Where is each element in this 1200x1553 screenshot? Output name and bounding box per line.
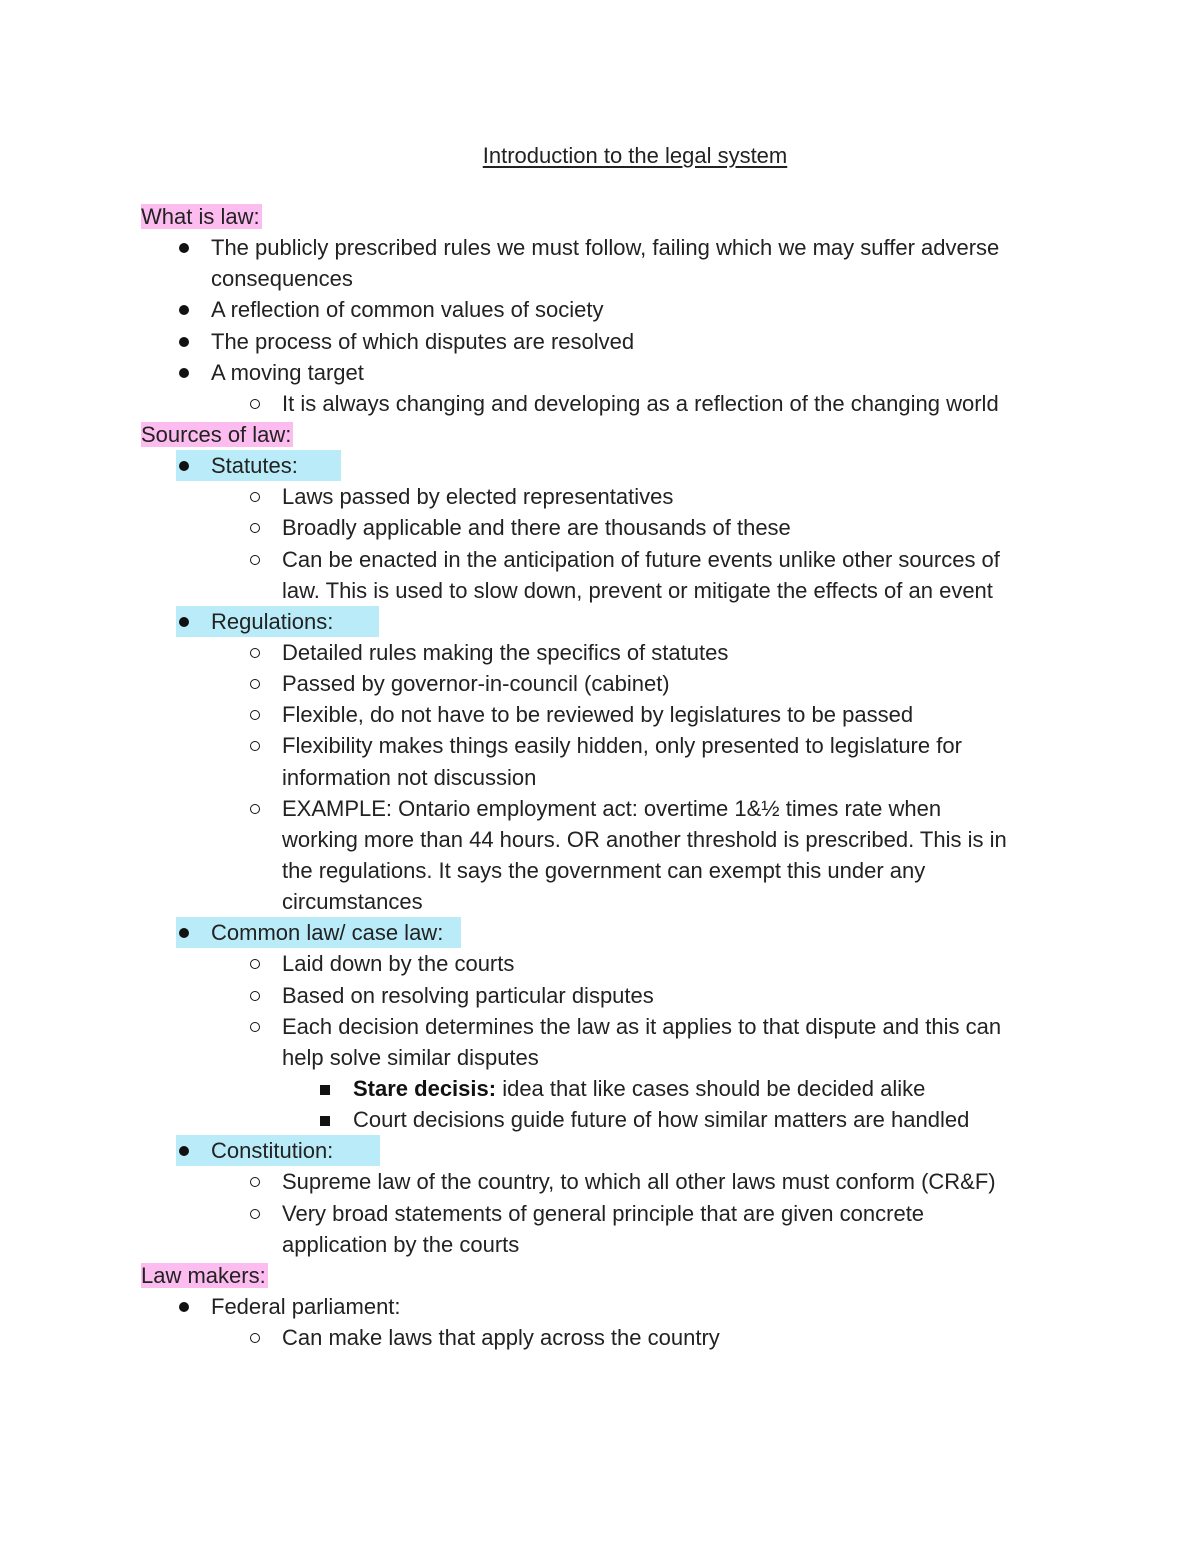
list-item-text: Court decisions guide future of how similar matters are handled — [353, 1107, 970, 1133]
sub-list-item — [141, 948, 1081, 979]
list-item-text: law. This is used to slow down, prevent or mitigate the effects of an event — [282, 577, 993, 603]
list-item — [141, 294, 1081, 325]
section-heading-sources-of-law — [141, 419, 1081, 450]
list-item-text: Broadly applicable and there are thousands of these — [282, 515, 791, 541]
subsection-heading-common-law — [141, 917, 1081, 948]
list-item-text: Laid down by the courts — [282, 951, 515, 977]
subsection-heading-regulations — [141, 606, 1081, 637]
section-heading-what-is-law — [141, 201, 1081, 232]
list-item-text: circumstances — [282, 889, 423, 915]
section-heading-law-makers — [141, 1260, 1081, 1291]
list-item-continuation — [141, 263, 1081, 294]
list-item-text: Can make laws that apply across the country — [282, 1325, 720, 1351]
subsection-heading-constitution — [141, 1135, 1081, 1166]
list-item-text: Each decision determines the law as it applies to that dispute and this can — [282, 1013, 1002, 1039]
sub-list-item — [141, 1166, 1081, 1197]
subsection-label: Regulations: — [211, 608, 334, 634]
list-item-text: It is always changing and developing as a reflection of the changing world — [282, 390, 999, 416]
list-item-text: help solve similar disputes — [282, 1044, 539, 1070]
list-item — [141, 326, 1081, 357]
list-item-text: idea that like cases should be decided alike — [496, 1075, 926, 1101]
sub-sub-list-item — [141, 1104, 1081, 1135]
list-item-text: Federal parliament: — [211, 1293, 401, 1319]
subsection-heading-statutes — [141, 450, 1081, 481]
sub-list-item — [141, 481, 1081, 512]
list-item-text: working more than 44 hours. OR another threshold is prescribed. This is in — [282, 826, 1007, 852]
list-item-text: Supreme law of the country, to which all other laws must conform (CR&F) — [282, 1169, 996, 1195]
sub-list-item — [141, 1198, 1081, 1229]
list-item-text: consequences — [211, 266, 353, 292]
subsection-label: Constitution: — [211, 1138, 334, 1164]
heading-text: Sources of law: — [141, 421, 292, 447]
list-item-text: the regulations. It says the government can exempt this under any — [282, 857, 926, 883]
sub-list-item — [141, 512, 1081, 543]
sub-list-item — [141, 793, 1081, 824]
sub-list-item-continuation — [141, 762, 1081, 793]
list-item — [141, 1291, 1081, 1322]
list-item-text: EXAMPLE: Ontario employment act: overtime 1&½ times rate when — [282, 795, 942, 821]
list-item-text: Flexible, do not have to be reviewed by legislatures to be passed — [282, 702, 914, 728]
sub-list-item-continuation — [141, 1042, 1081, 1073]
sub-list-item — [141, 980, 1081, 1011]
sub-list-item-continuation — [141, 575, 1081, 606]
subsection-label: Common law/ case law: — [211, 920, 444, 946]
list-item-text: Detailed rules making the specifics of statutes — [282, 639, 729, 665]
document-body — [141, 201, 1081, 1353]
sub-list-item — [141, 544, 1081, 575]
list-item-text: The process of which disputes are resolved — [211, 328, 635, 354]
list-item-text: Based on resolving particular disputes — [282, 982, 654, 1008]
document-title: Introduction to the legal system — [482, 143, 788, 168]
list-item-text: A moving target — [211, 359, 364, 385]
subsection-label: Statutes: — [211, 453, 298, 479]
list-item-text: Very broad statements of general principle that are given concrete — [282, 1200, 925, 1226]
list-item-text: A reflection of common values of society — [211, 297, 604, 323]
list-item — [141, 232, 1081, 263]
sub-list-item-continuation — [141, 886, 1081, 917]
list-item-text: information not discussion — [282, 764, 537, 790]
sub-list-item-continuation — [141, 855, 1081, 886]
sub-list-item — [141, 668, 1081, 699]
sub-sub-list-item — [141, 1073, 1081, 1104]
list-item-text: application by the courts — [282, 1231, 520, 1257]
sub-list-item — [141, 730, 1081, 761]
sub-list-item — [141, 1322, 1081, 1353]
heading-text: Law makers: — [141, 1262, 266, 1288]
list-item — [141, 357, 1081, 388]
sub-list-item — [141, 1011, 1081, 1042]
sub-list-item-continuation — [141, 1229, 1081, 1260]
list-item-text: The publicly prescribed rules we must follow, failing which we may suffer adverse — [211, 235, 1000, 261]
heading-text: What is law: — [141, 204, 260, 229]
sub-list-item — [141, 388, 1081, 419]
list-item-text: Passed by governor-in-council (cabinet) — [282, 671, 670, 697]
sub-list-item — [141, 699, 1081, 730]
list-item-text: Flexibility makes things easily hidden, only presented to legislature for — [282, 733, 962, 759]
list-item-text: Can be enacted in the anticipation of future events unlike other sources of — [282, 546, 1000, 572]
term-stare-decisis: Stare decisis: — [353, 1075, 497, 1101]
sub-list-item-continuation — [141, 824, 1081, 855]
sub-list-item — [141, 637, 1081, 668]
list-item-text: Laws passed by elected representatives — [282, 484, 674, 510]
